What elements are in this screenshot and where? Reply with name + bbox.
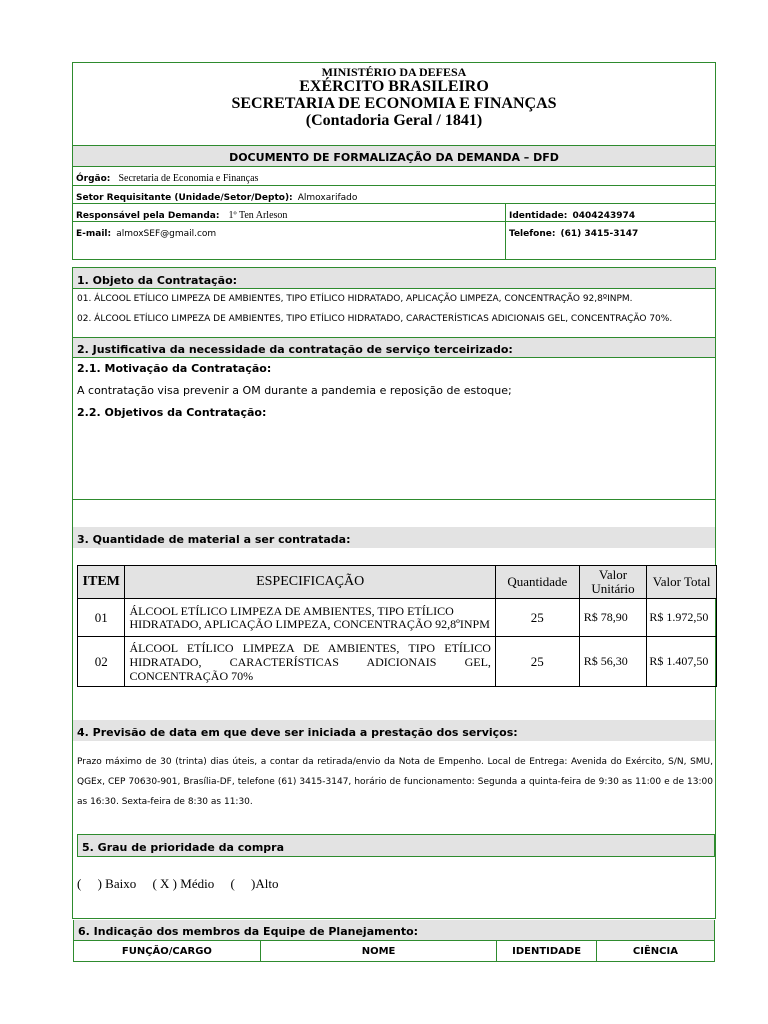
- setor-value: Almoxarifado: [297, 193, 358, 203]
- header-block: [72, 62, 716, 260]
- doc-title: DOCUMENTO DE FORMALIZAÇÃO DA DEMANDA – DFD: [229, 151, 559, 164]
- orgao-label: Órgão:: [76, 174, 111, 184]
- row1-spec: ÁLCOOL ETÍLICO LIMPEZA DE AMBIENTES, TIPO ETÍLICO HIDRATADO, APLICAÇÃO LIMPEZA, CONCENTRAÇÃO 92,8ºINPM: [125, 599, 495, 637]
- orgao-row: [73, 166, 715, 185]
- setor-row: [73, 185, 715, 203]
- row2-total: R$ 1.407,50: [647, 637, 717, 687]
- telefone-value: (61) 3415-3147: [560, 229, 639, 239]
- row2-qty: 25: [495, 637, 579, 687]
- email-cell: [73, 221, 506, 259]
- members-table: [73, 940, 715, 962]
- accounting-title: (Contadoria Geral / 1841): [305, 112, 483, 129]
- section3-bar: [73, 527, 715, 548]
- army-title: EXÉRCITO BRASILEIRO: [299, 78, 489, 95]
- row2-spec: ÁLCOOL ETÍLICO LIMPEZA DE AMBIENTES, TIPO ETÍLICO HIDRATADO, CARACTERÍSTICAS ADICIONAIS GEL, CONCENTRAÇÃO 70%: [125, 637, 495, 687]
- doc-title-bar: [73, 145, 715, 166]
- section5-bar: [77, 834, 715, 857]
- section1-item-1: 01. ÁLCOOL ETÍLICO LIMPEZA DE AMBIENTES, TIPO ETÍLICO HIDRATADO, APLICAÇÃO LIMPEZA, CONCENTRAÇÃO 92,8ºINPM.: [77, 294, 633, 304]
- section5-title: 5. Grau de prioridade da compra: [82, 841, 285, 854]
- ministry-title: MINISTÉRIO DA DEFESA: [321, 65, 467, 79]
- row1-item: 01: [78, 599, 125, 637]
- member-header-funcao: FUNÇÃO/CARGO: [74, 941, 261, 962]
- section1-bar: [73, 268, 715, 289]
- responsavel-cell: [73, 203, 506, 221]
- section6-bar: [73, 920, 715, 940]
- row2-unit: R$ 56,30: [579, 637, 647, 687]
- identidade-value: 0404243974: [572, 211, 636, 221]
- header-unit: Valor Unitário: [579, 566, 647, 599]
- section3-title: 3. Quantidade de material a ser contratada:: [77, 533, 351, 546]
- setor-label: Setor Requisitante (Unidade/Setor/Depto):: [76, 193, 293, 203]
- section6-title: 6. Indicação dos membros da Equipe de Planejamento:: [78, 925, 419, 938]
- header-spec: ESPECIFICAÇÃO: [125, 566, 495, 599]
- secretariat-title: SECRETARIA DE ECONOMIA E FINANÇAS: [231, 95, 557, 112]
- section1-item-2: 02. ÁLCOOL ETÍLICO LIMPEZA DE AMBIENTES, TIPO ETÍLICO HIDRATADO, CARACTERÍSTICAS ADICIONAIS GEL, CONCENTRAÇÃO 70%.: [77, 314, 673, 324]
- header-total: Valor Total: [647, 566, 717, 599]
- row2-item: 02: [78, 637, 125, 687]
- section4-text: Prazo máximo de 30 (trinta) dias úteis, a contar da retirada/envio da Nota de Empenho. Local de Entrega: Avenida do Exército, S/N, SMU, QGEx, CEP 70630-901, Brasília-DF, telefone (61) 3415-3147, horário de funcionamento: Segunda a quinta-feira de 9:30 as 11:00 e de 13:00 as 16:30. Sexta-feira de 8:30 as 11:30.: [77, 757, 713, 807]
- motivacao-text: A contratação visa prevenir a OM durante a pandemia e reposição de estoque;: [77, 384, 512, 397]
- header-item: ITEM: [78, 566, 125, 599]
- table-row: [78, 599, 717, 637]
- section2-bar: [73, 337, 715, 358]
- member-header-ciencia: CIÊNCIA: [596, 941, 714, 962]
- priority-options[interactable]: ( ) Baixo ( X ) Médio ( )Alto: [77, 876, 279, 891]
- objetivos-title: 2.2. Objetivos da Contratação:: [77, 406, 267, 419]
- responsavel-value: 1º Ten Arleson: [228, 210, 288, 221]
- identidade-cell: [506, 203, 715, 221]
- row1-qty: 25: [495, 599, 579, 637]
- responsavel-label: Responsável pela Demanda:: [76, 211, 220, 221]
- objetivos-area-divider: [73, 499, 715, 500]
- members-header-row: [74, 941, 715, 962]
- telefone-label: Telefone:: [509, 229, 556, 239]
- table-row: [78, 637, 717, 687]
- motivacao-title: 2.1. Motivação da Contratação:: [77, 362, 272, 375]
- header-qty: Quantidade: [495, 566, 579, 599]
- telefone-cell: [506, 221, 715, 259]
- section4-title: 4. Previsão de data em que deve ser iniciada a prestação dos serviços:: [77, 726, 518, 739]
- section2-title: 2. Justificativa da necessidade da contratação de serviço terceirizado:: [77, 343, 513, 356]
- items-table: [77, 565, 717, 687]
- email-label: E-mail:: [76, 229, 112, 239]
- member-header-identidade: IDENTIDADE: [497, 941, 597, 962]
- section4-bar: [73, 720, 715, 741]
- items-header-row: [78, 566, 717, 599]
- email-value: almoxSEF@gmail.com: [116, 229, 217, 239]
- orgao-value: Secretaria de Economia e Finanças: [118, 173, 259, 184]
- section1-title: 1. Objeto da Contratação:: [77, 274, 238, 287]
- row1-unit: R$ 78,90: [579, 599, 647, 637]
- member-header-nome: NOME: [260, 941, 496, 962]
- identidade-label: Identidade:: [509, 211, 568, 221]
- row1-total: R$ 1.972,50: [647, 599, 717, 637]
